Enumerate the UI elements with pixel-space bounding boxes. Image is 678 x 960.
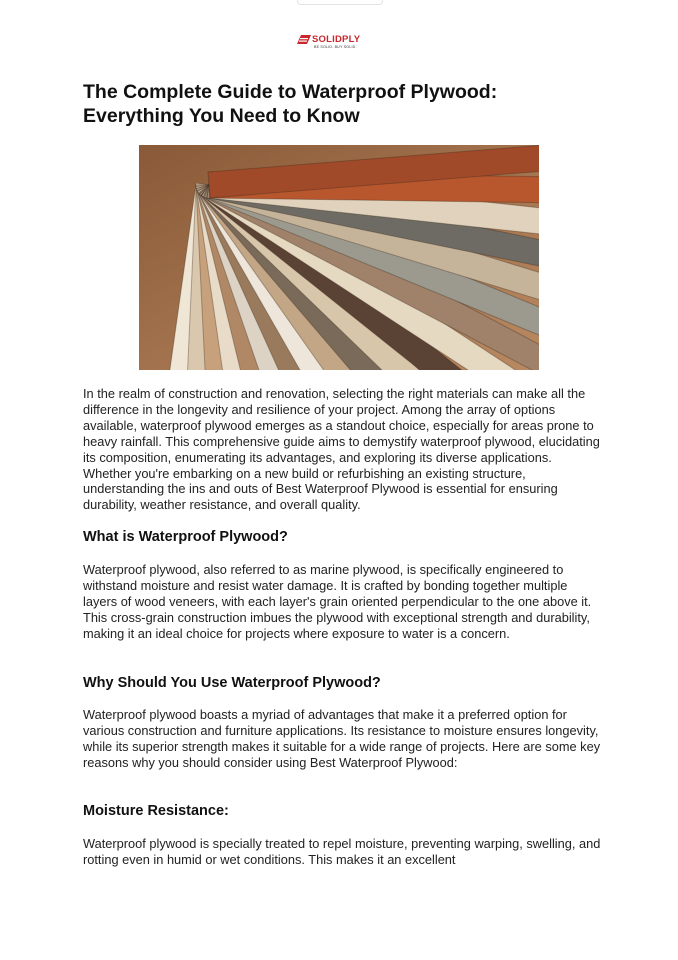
brand-name: SOLIDPLY [312, 34, 361, 45]
brand-tagline: BE SOLID. BUY SOLID. [314, 45, 357, 49]
section-body-moisture: Waterproof plywood is specially treated to repel moisture, preventing warping, swelling, and rotting even in humid or wet conditions. This makes it an excellent [83, 836, 601, 867]
section-body-what-is: Waterproof plywood, also referred to as marine plywood, is specifically engineered to withstand moisture and resist water damage. It is crafted by bonding together multiple layers of wood veneers, with each layer's grain oriented perpendicular to the one above it. This cross-grain construction imbues the plywood with exceptional strength and durability, making it an ideal choice for projects where exposure to water is a concern. [83, 562, 592, 641]
intro-paragraph: In the realm of construction and renovation, selecting the right materials can make all the difference in the longevity and resilience of your project. Among the array of options available, waterproof plywood emerges as a standout choice, especially for areas prone to heavy rainfall. This comprehensive guide aims to demystify waterproof plywood, elucidating its composition, enumerating its advantages, and exploring its diverse applications. Whether you're embarking on a new build or refurbishing an existing structure, understanding the ins and outs of Best Waterproof Plywood is essential for ensuring durability, weather resistance, and overall quality. [83, 386, 600, 513]
solidply-logo-mark-icon [297, 35, 311, 44]
page-top-tab [297, 0, 383, 5]
section-heading-why-use: Why Should You Use Waterproof Plywood? [83, 675, 381, 691]
article-title: The Complete Guide to Waterproof Plywood: Everything You Need to Know [83, 81, 498, 127]
hero-image [139, 145, 539, 370]
section-body-why-use: Waterproof plywood boasts a myriad of advantages that make it a preferred option for various construction and furniture applications. Its resistance to moisture ensures longevity, while its superior strength makes it suitable for a wide range of projects. Here are some key reasons why you should consider using Best Waterproof Plywood: [83, 707, 601, 770]
section-heading-moisture: Moisture Resistance: [83, 803, 229, 819]
section-heading-what-is: What is Waterproof Plywood? [83, 529, 288, 545]
plywood-samples-icon [139, 145, 539, 370]
brand-logo[interactable] [297, 33, 383, 53]
